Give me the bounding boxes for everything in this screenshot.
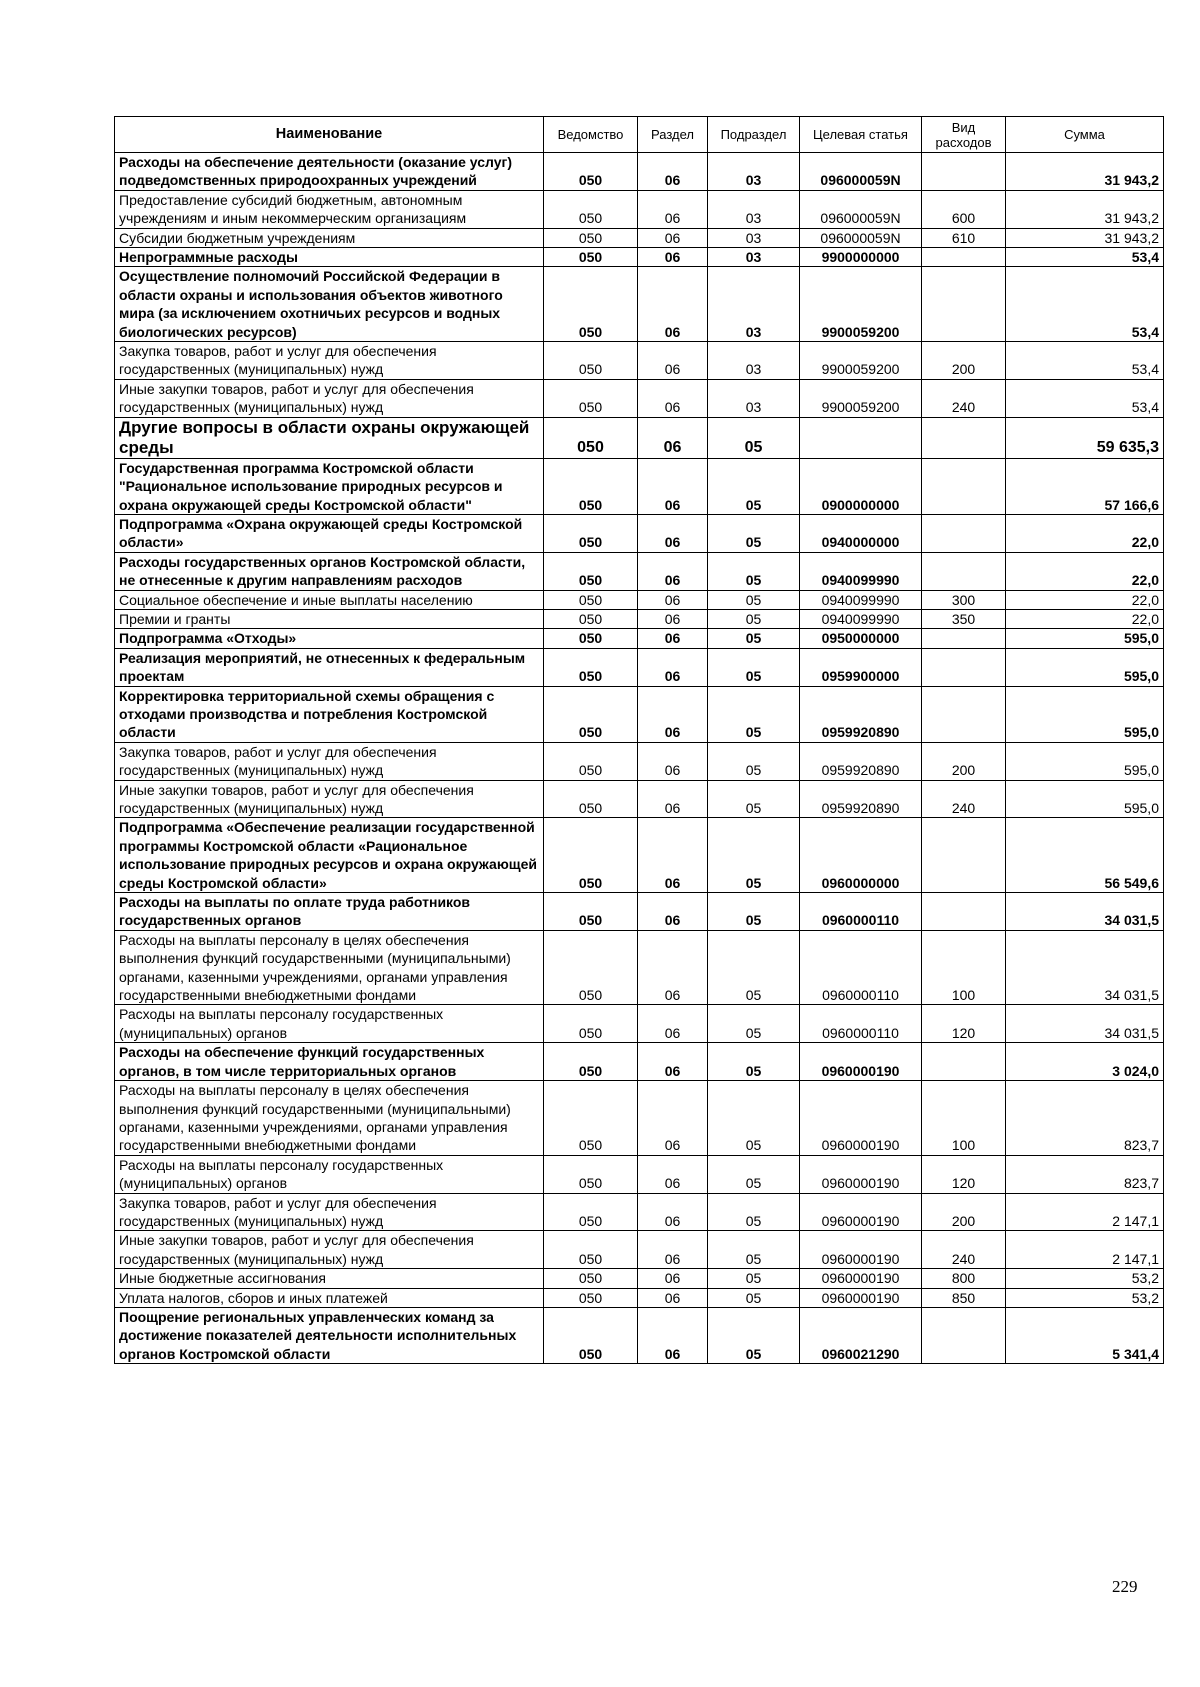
cell-podrazdel: 05: [708, 514, 800, 552]
cell-vedomstvo: 050: [544, 1155, 638, 1193]
cell-celevaya-statya: 9900059200: [800, 267, 922, 342]
cell-razdel: 06: [638, 893, 708, 931]
table-row: [115, 1043, 1164, 1081]
cell-vid-rashodov: 200: [922, 1193, 1006, 1231]
cell-razdel: 06: [638, 1043, 708, 1081]
cell-razdel: 06: [638, 686, 708, 742]
cell-name: Расходы на обеспечение функций государственных органов, в том числе территориальных органов: [115, 1043, 544, 1081]
cell-celevaya-statya: 9900000000: [800, 248, 922, 267]
cell-vid-rashodov: [922, 153, 1006, 191]
cell-vedomstvo: 050: [544, 629, 638, 648]
table-body: [115, 153, 1164, 1364]
cell-celevaya-statya: 0960000190: [800, 1193, 922, 1231]
table-row: [115, 930, 1164, 1005]
cell-name: Расходы государственных органов Костромской области, не отнесенные к другим направлениям расходов: [115, 552, 544, 590]
cell-name: Иные закупки товаров, работ и услуг для обеспечения государственных (муниципальных) нужд: [115, 780, 544, 818]
cell-razdel: 06: [638, 228, 708, 247]
cell-razdel: 06: [638, 417, 708, 458]
cell-podrazdel: 05: [708, 1193, 800, 1231]
cell-vid-rashodov: 200: [922, 742, 1006, 780]
cell-summa: 59 635,3: [1006, 417, 1164, 458]
cell-vedomstvo: 050: [544, 1081, 638, 1156]
cell-vedomstvo: 050: [544, 153, 638, 191]
table-row: [115, 893, 1164, 931]
cell-summa: 53,2: [1006, 1288, 1164, 1307]
table-row: [115, 609, 1164, 628]
cell-name: Подпрограмма «Отходы»: [115, 629, 544, 648]
cell-razdel: 06: [638, 780, 708, 818]
header-celevaya-statya: Целевая статья: [800, 117, 922, 153]
cell-razdel: 06: [638, 379, 708, 417]
cell-podrazdel: 03: [708, 190, 800, 228]
cell-razdel: 06: [638, 742, 708, 780]
cell-name: Реализация мероприятий, не отнесенных к федеральным проектам: [115, 648, 544, 686]
cell-vedomstvo: 050: [544, 930, 638, 1005]
cell-podrazdel: 05: [708, 686, 800, 742]
cell-vid-rashodov: 240: [922, 780, 1006, 818]
cell-vid-rashodov: 600: [922, 190, 1006, 228]
cell-vedomstvo: 050: [544, 514, 638, 552]
table-row: [115, 1269, 1164, 1288]
cell-summa: 2 147,1: [1006, 1193, 1164, 1231]
cell-podrazdel: 05: [708, 552, 800, 590]
cell-summa: 34 031,5: [1006, 893, 1164, 931]
table-row: [115, 267, 1164, 342]
cell-podrazdel: 05: [708, 458, 800, 514]
cell-celevaya-statya: 0960000190: [800, 1043, 922, 1081]
cell-name: Расходы на выплаты по оплате труда работников государственных органов: [115, 893, 544, 931]
table-row: [115, 342, 1164, 380]
cell-celevaya-statya: 096000059N: [800, 153, 922, 191]
header-vid-rashodov: Вид расходов: [922, 117, 1006, 153]
cell-vedomstvo: 050: [544, 609, 638, 628]
cell-razdel: 06: [638, 1231, 708, 1269]
cell-celevaya-statya: 0960000110: [800, 893, 922, 931]
table-row: [115, 648, 1164, 686]
cell-razdel: 06: [638, 1193, 708, 1231]
cell-summa: 22,0: [1006, 590, 1164, 609]
cell-summa: 34 031,5: [1006, 1005, 1164, 1043]
cell-name: Поощрение региональных управленческих команд за достижение показателей деятельности исполнительных органов Костромской области: [115, 1307, 544, 1363]
cell-vid-rashodov: 120: [922, 1155, 1006, 1193]
cell-name: Субсидии бюджетным учреждениям: [115, 228, 544, 247]
cell-celevaya-statya: 0959920890: [800, 686, 922, 742]
cell-vid-rashodov: 850: [922, 1288, 1006, 1307]
cell-celevaya-statya: 0960000190: [800, 1155, 922, 1193]
cell-summa: 595,0: [1006, 648, 1164, 686]
cell-vid-rashodov: 240: [922, 379, 1006, 417]
cell-celevaya-statya: 0960000110: [800, 1005, 922, 1043]
cell-razdel: 06: [638, 1269, 708, 1288]
cell-celevaya-statya: 0959920890: [800, 742, 922, 780]
cell-celevaya-statya: 9900059200: [800, 342, 922, 380]
table-row: [115, 1193, 1164, 1231]
cell-summa: 595,0: [1006, 686, 1164, 742]
cell-podrazdel: 03: [708, 342, 800, 380]
cell-name: Закупка товаров, работ и услуг для обеспечения государственных (муниципальных) нужд: [115, 1193, 544, 1231]
table-row: [115, 417, 1164, 458]
cell-name: Расходы на выплаты персоналу государственных (муниципальных) органов: [115, 1155, 544, 1193]
cell-podrazdel: 05: [708, 1269, 800, 1288]
cell-summa: 31 943,2: [1006, 153, 1164, 191]
cell-razdel: 06: [638, 648, 708, 686]
cell-name: Социальное обеспечение и иные выплаты населению: [115, 590, 544, 609]
cell-razdel: 06: [638, 590, 708, 609]
cell-razdel: 06: [638, 818, 708, 893]
cell-podrazdel: 05: [708, 1231, 800, 1269]
cell-name: Подпрограмма «Обеспечение реализации государственной программы Костромской области «Рациональное использование природных ресурсов и охрана окружающей среды Костромской области»: [115, 818, 544, 893]
cell-celevaya-statya: 0940000000: [800, 514, 922, 552]
cell-summa: 22,0: [1006, 609, 1164, 628]
cell-razdel: 06: [638, 248, 708, 267]
cell-summa: 823,7: [1006, 1081, 1164, 1156]
cell-podrazdel: 05: [708, 1155, 800, 1193]
cell-name: Корректировка территориальной схемы обращения с отходами производства и потребления Костромской области: [115, 686, 544, 742]
cell-razdel: 06: [638, 1155, 708, 1193]
table-row: [115, 248, 1164, 267]
cell-podrazdel: 05: [708, 893, 800, 931]
cell-summa: 53,4: [1006, 267, 1164, 342]
cell-razdel: 06: [638, 930, 708, 1005]
cell-razdel: 06: [638, 267, 708, 342]
cell-summa: 31 943,2: [1006, 190, 1164, 228]
cell-podrazdel: 03: [708, 379, 800, 417]
cell-celevaya-statya: 0940099990: [800, 609, 922, 628]
cell-vid-rashodov: [922, 458, 1006, 514]
cell-celevaya-statya: [800, 417, 922, 458]
cell-name: Расходы на обеспечение деятельности (оказание услуг) подведомственных природоохранных учреждений: [115, 153, 544, 191]
cell-vedomstvo: 050: [544, 190, 638, 228]
cell-podrazdel: 05: [708, 629, 800, 648]
cell-razdel: 06: [638, 1081, 708, 1156]
cell-razdel: 06: [638, 190, 708, 228]
table-row: [115, 1307, 1164, 1363]
table-row: [115, 1288, 1164, 1307]
cell-vedomstvo: 050: [544, 742, 638, 780]
cell-name: Иные закупки товаров, работ и услуг для обеспечения государственных (муниципальных) нужд: [115, 1231, 544, 1269]
cell-vedomstvo: 050: [544, 248, 638, 267]
cell-podrazdel: 05: [708, 648, 800, 686]
cell-vedomstvo: 050: [544, 1307, 638, 1363]
cell-celevaya-statya: 0900000000: [800, 458, 922, 514]
cell-vedomstvo: 050: [544, 552, 638, 590]
cell-summa: 3 024,0: [1006, 1043, 1164, 1081]
cell-summa: 5 341,4: [1006, 1307, 1164, 1363]
cell-vedomstvo: 050: [544, 267, 638, 342]
cell-podrazdel: 05: [708, 1043, 800, 1081]
header-vedomstvo: Ведомство: [544, 117, 638, 153]
cell-razdel: 06: [638, 629, 708, 648]
cell-vid-rashodov: [922, 248, 1006, 267]
cell-vedomstvo: 050: [544, 893, 638, 931]
cell-name: Закупка товаров, работ и услуг для обеспечения государственных (муниципальных) нужд: [115, 742, 544, 780]
cell-summa: 31 943,2: [1006, 228, 1164, 247]
cell-summa: 53,4: [1006, 379, 1164, 417]
cell-razdel: 06: [638, 1307, 708, 1363]
cell-podrazdel: 05: [708, 609, 800, 628]
cell-name: Иные закупки товаров, работ и услуг для обеспечения государственных (муниципальных) нужд: [115, 379, 544, 417]
table-row: [115, 1155, 1164, 1193]
table-row: [115, 190, 1164, 228]
cell-vedomstvo: 050: [544, 1231, 638, 1269]
cell-razdel: 06: [638, 342, 708, 380]
table-row: [115, 1081, 1164, 1156]
cell-podrazdel: 05: [708, 590, 800, 609]
header-podrazdel: Подраздел: [708, 117, 800, 153]
cell-celevaya-statya: 0960000190: [800, 1269, 922, 1288]
cell-name: Расходы на выплаты персоналу государственных (муниципальных) органов: [115, 1005, 544, 1043]
cell-vid-rashodov: 350: [922, 609, 1006, 628]
cell-vedomstvo: 050: [544, 1043, 638, 1081]
cell-razdel: 06: [638, 609, 708, 628]
cell-vid-rashodov: 610: [922, 228, 1006, 247]
cell-vedomstvo: 050: [544, 342, 638, 380]
cell-podrazdel: 05: [708, 818, 800, 893]
cell-summa: 22,0: [1006, 552, 1164, 590]
cell-vedomstvo: 050: [544, 379, 638, 417]
cell-name: Предоставление субсидий бюджетным, автономным учреждениям и иным некоммерческим организациям: [115, 190, 544, 228]
cell-vid-rashodov: [922, 1307, 1006, 1363]
cell-vid-rashodov: 300: [922, 590, 1006, 609]
cell-vedomstvo: 050: [544, 818, 638, 893]
cell-podrazdel: 03: [708, 153, 800, 191]
cell-vedomstvo: 050: [544, 1269, 638, 1288]
cell-name: Уплата налогов, сборов и иных платежей: [115, 1288, 544, 1307]
budget-table: [114, 116, 1164, 1364]
cell-summa: 823,7: [1006, 1155, 1164, 1193]
cell-vid-rashodov: 100: [922, 1081, 1006, 1156]
cell-vid-rashodov: [922, 686, 1006, 742]
cell-vedomstvo: 050: [544, 648, 638, 686]
cell-celevaya-statya: 0950000000: [800, 629, 922, 648]
cell-summa: 595,0: [1006, 742, 1164, 780]
table-header-row: [115, 117, 1164, 153]
cell-celevaya-statya: 9900059200: [800, 379, 922, 417]
cell-vid-rashodov: 200: [922, 342, 1006, 380]
cell-celevaya-statya: 0960000000: [800, 818, 922, 893]
cell-summa: 53,4: [1006, 342, 1164, 380]
table-row: [115, 629, 1164, 648]
cell-vid-rashodov: [922, 893, 1006, 931]
cell-celevaya-statya: 0940099990: [800, 552, 922, 590]
cell-razdel: 06: [638, 1288, 708, 1307]
cell-celevaya-statya: 0959900000: [800, 648, 922, 686]
cell-razdel: 06: [638, 153, 708, 191]
table-row: [115, 818, 1164, 893]
cell-name: Другие вопросы в области охраны окружающей среды: [115, 417, 544, 458]
table-row: [115, 1231, 1164, 1269]
cell-podrazdel: 03: [708, 228, 800, 247]
cell-vid-rashodov: 120: [922, 1005, 1006, 1043]
table-row: [115, 552, 1164, 590]
cell-vid-rashodov: [922, 267, 1006, 342]
cell-vid-rashodov: [922, 629, 1006, 648]
cell-celevaya-statya: 0960000190: [800, 1081, 922, 1156]
cell-podrazdel: 05: [708, 1288, 800, 1307]
cell-name: Иные бюджетные ассигнования: [115, 1269, 544, 1288]
cell-vid-rashodov: 240: [922, 1231, 1006, 1269]
cell-name: Закупка товаров, работ и услуг для обеспечения государственных (муниципальных) нужд: [115, 342, 544, 380]
cell-razdel: 06: [638, 514, 708, 552]
cell-celevaya-statya: 0960000190: [800, 1288, 922, 1307]
cell-podrazdel: 05: [708, 417, 800, 458]
table-row: [115, 742, 1164, 780]
cell-vid-rashodov: [922, 1043, 1006, 1081]
cell-podrazdel: 05: [708, 1005, 800, 1043]
cell-celevaya-statya: 096000059N: [800, 190, 922, 228]
cell-vid-rashodov: [922, 648, 1006, 686]
table-row: [115, 379, 1164, 417]
cell-celevaya-statya: 0960000190: [800, 1231, 922, 1269]
cell-vedomstvo: 050: [544, 458, 638, 514]
cell-summa: 53,4: [1006, 248, 1164, 267]
cell-summa: 53,2: [1006, 1269, 1164, 1288]
cell-vedomstvo: 050: [544, 590, 638, 609]
table-row: [115, 228, 1164, 247]
cell-name: Подпрограмма «Охрана окружающей среды Костромской области»: [115, 514, 544, 552]
cell-summa: 2 147,1: [1006, 1231, 1164, 1269]
cell-vedomstvo: 050: [544, 686, 638, 742]
cell-name: Осуществление полномочий Российской Федерации в области охраны и использования объектов животного мира (за исключением охотничьих ресурсов и водных биологических ресурсов): [115, 267, 544, 342]
cell-razdel: 06: [638, 552, 708, 590]
table-row: [115, 780, 1164, 818]
cell-summa: 595,0: [1006, 780, 1164, 818]
cell-vid-rashodov: [922, 417, 1006, 458]
cell-celevaya-statya: 0960021290: [800, 1307, 922, 1363]
cell-vedomstvo: 050: [544, 1288, 638, 1307]
header-razdel: Раздел: [638, 117, 708, 153]
cell-vid-rashodov: 100: [922, 930, 1006, 1005]
cell-podrazdel: 03: [708, 248, 800, 267]
cell-podrazdel: 05: [708, 1307, 800, 1363]
cell-name: Непрограммные расходы: [115, 248, 544, 267]
cell-celevaya-statya: 0959920890: [800, 780, 922, 818]
table-row: [115, 514, 1164, 552]
cell-summa: 57 166,6: [1006, 458, 1164, 514]
cell-vid-rashodov: 800: [922, 1269, 1006, 1288]
table-row: [115, 153, 1164, 191]
cell-name: Премии и гранты: [115, 609, 544, 628]
cell-razdel: 06: [638, 458, 708, 514]
table-row: [115, 686, 1164, 742]
cell-vedomstvo: 050: [544, 780, 638, 818]
cell-name: Государственная программа Костромской области "Рациональное использование природных ресурсов и охрана окружающей среды Костромской области": [115, 458, 544, 514]
cell-vedomstvo: 050: [544, 1193, 638, 1231]
cell-podrazdel: 05: [708, 780, 800, 818]
cell-summa: 56 549,6: [1006, 818, 1164, 893]
cell-vid-rashodov: [922, 552, 1006, 590]
table-row: [115, 458, 1164, 514]
cell-podrazdel: 05: [708, 742, 800, 780]
page-number: 229: [1112, 1577, 1138, 1596]
cell-vid-rashodov: [922, 818, 1006, 893]
header-summa: Сумма: [1006, 117, 1164, 153]
cell-vedomstvo: 050: [544, 417, 638, 458]
header-name: Наименование: [115, 117, 544, 153]
cell-celevaya-statya: 096000059N: [800, 228, 922, 247]
cell-summa: 34 031,5: [1006, 930, 1164, 1005]
cell-name: Расходы на выплаты персоналу в целях обеспечения выполнения функций государственными (муниципальными) органами, казенными учреждениями, органами управления государственными внебюджетными фондами: [115, 930, 544, 1005]
cell-celevaya-statya: 0940099990: [800, 590, 922, 609]
cell-celevaya-statya: 0960000110: [800, 930, 922, 1005]
cell-podrazdel: 05: [708, 930, 800, 1005]
table-row: [115, 1005, 1164, 1043]
cell-podrazdel: 03: [708, 267, 800, 342]
cell-podrazdel: 05: [708, 1081, 800, 1156]
cell-vedomstvo: 050: [544, 1005, 638, 1043]
cell-summa: 22,0: [1006, 514, 1164, 552]
table-row: [115, 590, 1164, 609]
cell-summa: 595,0: [1006, 629, 1164, 648]
cell-vedomstvo: 050: [544, 228, 638, 247]
cell-vid-rashodov: [922, 514, 1006, 552]
budget-page: [114, 116, 1163, 1364]
cell-name: Расходы на выплаты персоналу в целях обеспечения выполнения функций государственными (муниципальными) органами, казенными учреждениями, органами управления государственными внебюджетными фондами: [115, 1081, 544, 1156]
cell-razdel: 06: [638, 1005, 708, 1043]
